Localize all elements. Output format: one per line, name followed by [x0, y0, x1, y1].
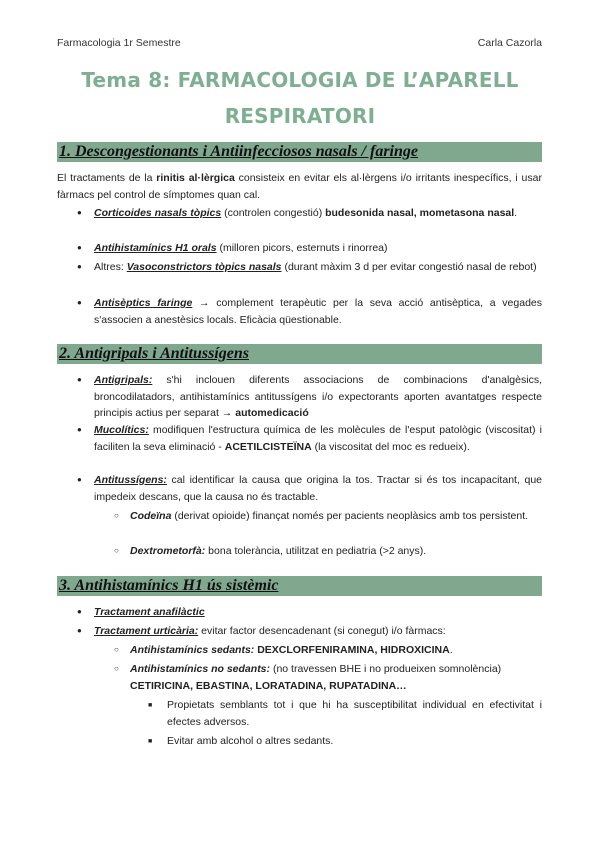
bullet-icon [77, 372, 82, 389]
keyword: Antigripals: [94, 374, 153, 386]
s3-detail-1: Propietats semblants tot i que hi ha susceptibilitat individual en efectivitat i efectes adversos. [167, 699, 542, 728]
sub-bullet-icon [114, 543, 119, 560]
header-author: Carla Cazorla [477, 37, 542, 49]
s1-bullet-3 [94, 259, 542, 276]
document-title-line-2: RESPIRATORI [224, 104, 376, 128]
s2-sub-bullet-1 [130, 508, 542, 525]
text: evitar factor desencadenant (si conegut) i/o fàrmacs: [198, 625, 446, 637]
s2-sub-bullet-2 [130, 543, 542, 560]
drug-names: CETIRICINA, EBASTINA, LORATADINA, RUPATADINA… [130, 679, 407, 692]
keyword: Tractament urticària: [94, 625, 199, 637]
text: (durant màxim 3 d per evitar congestió nasal de rebot) [281, 261, 537, 273]
intro-text-a: El tractaments de la [57, 172, 157, 184]
sub-bullet-icon [114, 508, 119, 525]
header-course: Farmacologia 1r Semestre [57, 37, 181, 49]
s2-bullet-3 [94, 472, 542, 505]
drug-names: budesonida nasal, mometasona nasal [325, 207, 515, 219]
s3-bullet-1 [94, 604, 542, 621]
keyword: Tractament anafilàctic [94, 606, 205, 618]
text: s'hi inclouen diferents associacions de combinacions d'analgèsics, broncodilatadors, antihistamínics antitussígens i/o expectorants aporten avantatges respecte principis actius per separat → [94, 374, 542, 419]
bullet-icon [77, 259, 82, 276]
bullet-icon [77, 604, 82, 621]
section-1-heading: 1. Descongestionants i Antiinfecciosos nasals / faringe [57, 142, 542, 162]
s2-bullet-1 [94, 372, 542, 422]
section-1-intro [57, 170, 542, 203]
keyword: Antitussígens: [94, 474, 167, 486]
text: (milloren picors, esternuts i rinorrea) [216, 242, 388, 254]
text: (no travessen BHE i no produeixen somnolència) [270, 663, 502, 675]
s1-bullet-1 [94, 205, 542, 222]
square-bullet-icon [148, 697, 152, 715]
bullet-icon [77, 422, 82, 439]
bullet-icon [77, 205, 82, 222]
text: modifiquen l'estructura química de les molècules de l'esput patològic (viscositat) i faciliten la seva eliminació - [94, 424, 542, 453]
keyword: Codeïna [130, 510, 172, 522]
drug-names: DEXCLORFENIRAMINA, HIDROXICINA [254, 644, 450, 656]
text: Altres: [94, 261, 127, 273]
s2-bullet-2 [94, 422, 542, 455]
drug-name: ACETILCISTEÏNA [224, 440, 312, 453]
bullet-icon [77, 623, 82, 640]
text: . [514, 207, 518, 219]
s3-detail-2: Evitar amb alcohol o altres sedants. [167, 735, 334, 747]
intro-keyword: rinitis al·lèrgica [156, 172, 235, 184]
keyword: Vasoconstrictors tòpics nasals [126, 261, 282, 273]
square-bullet-icon [148, 733, 152, 751]
text: cal identificar la causa que origina la tos. Tractar si és tos incapacitant, que impedeix descans, que la causa no és tractable. [94, 474, 542, 503]
keyword: Antihistamínics sedants: [130, 644, 255, 656]
keyword: Antisèptics faringe [94, 297, 193, 309]
sub-bullet-icon [114, 661, 119, 678]
text: → complement terapèutic per la seva acció antisèptica, a vegades s'associen a anestèsics locals. Eficàcia qüestionable. [94, 297, 542, 326]
keyword: Dextrometorfà: [130, 545, 206, 557]
intro-text-b: consisteix en evitar els al·lèrgens i/o irritants inespecífics, i usar fàrmacs pel control de símptomes quan cal. [57, 172, 542, 201]
text: (derivat opioide) finançat només per pacients neoplàsics amb tos persistent. [171, 510, 529, 522]
section-2-heading: 2. Antigripals i Antitussígens [57, 344, 542, 364]
section-3-heading: 3. Antihistamínics H1 ús sistèmic [57, 576, 542, 596]
keyword: Antihistamínics H1 orals [94, 242, 217, 254]
text: bona tolerància, utilitzat en pediatria (>2 anys). [205, 545, 427, 557]
text: (la viscositat del moc es redueix). [311, 440, 470, 453]
s3-sub-bullet-1 [130, 642, 542, 659]
bullet-icon [77, 472, 82, 489]
bullet-icon [77, 240, 82, 257]
bullet-icon [77, 295, 82, 312]
keyword: Corticoides nasals tòpics [94, 207, 222, 219]
s1-bullet-4 [94, 295, 542, 328]
s3-sub-bullet-2 [130, 661, 542, 694]
document-title-line-1: Tema 8: FARMACOLOGIA DE L’APARELL [81, 68, 519, 92]
s3-bullet-2 [94, 623, 542, 640]
sub-bullet-icon [114, 642, 119, 659]
text: . [449, 644, 453, 656]
text: (controlen congestió) [221, 207, 326, 219]
keyword: Antihistamínics no sedants: [130, 663, 271, 675]
highlight: automedicació [235, 407, 309, 419]
s1-bullet-2 [94, 240, 542, 257]
keyword: Mucolítics: [94, 424, 149, 436]
